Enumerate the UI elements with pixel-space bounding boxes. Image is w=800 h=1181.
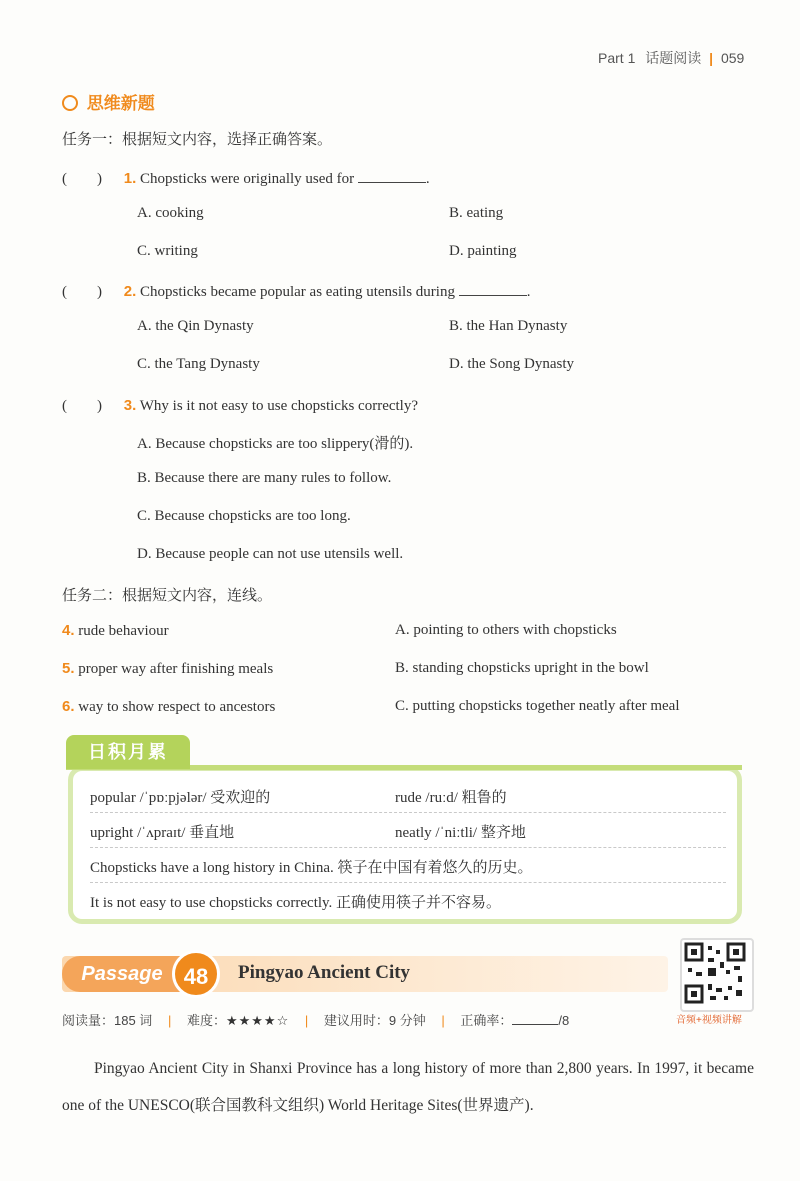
vocab-word-popular: popular /ˈpɒːpjələr/ 受欢迎的 bbox=[90, 790, 271, 806]
difficulty-label: 难度： bbox=[186, 1013, 226, 1028]
passage-body bbox=[62, 1050, 754, 1124]
match-number: 5. bbox=[62, 660, 75, 677]
q2-option-b[interactable]: B. the Han Dynasty bbox=[449, 318, 568, 334]
meta-divider: | bbox=[441, 1013, 445, 1028]
vocab-word-rude: rude /ruːd/ 粗鲁的 bbox=[395, 790, 507, 806]
match-number: 4. bbox=[62, 622, 75, 639]
vocab-tab: 日积月累 bbox=[66, 735, 190, 769]
q3-option-a[interactable]: A. Because chopsticks are too slippery(滑的). bbox=[137, 436, 414, 452]
accuracy-total: /8 bbox=[558, 1013, 570, 1028]
header-part: Part 1 bbox=[598, 50, 636, 66]
section-title-text: 思维新题 bbox=[86, 94, 155, 113]
q2-option-d[interactable]: D. the Song Dynasty bbox=[449, 356, 574, 372]
passage-label: Passage bbox=[62, 956, 182, 992]
q2-option-a[interactable]: A. the Qin Dynasty bbox=[137, 318, 254, 334]
vocab-divider bbox=[90, 882, 726, 883]
header-divider: | bbox=[709, 50, 714, 66]
section-title bbox=[62, 89, 155, 114]
header-section: 话题阅读 bbox=[645, 50, 702, 66]
match-number: 6. bbox=[62, 698, 75, 715]
vocab-sentence-2: It is not easy to use chopsticks correctly. 正确使用筷子并不容易。 bbox=[90, 895, 502, 911]
answer-paren[interactable]: ( ) bbox=[62, 398, 102, 414]
question-3 bbox=[62, 394, 418, 415]
question-number: 3. bbox=[123, 397, 137, 414]
vocab-word-neatly: neatly /ˈniːtli/ 整齐地 bbox=[395, 825, 526, 841]
suggested-time: 建议用时：9 分钟 bbox=[323, 1013, 426, 1028]
page-header bbox=[598, 48, 744, 68]
answer-paren[interactable]: ( ) bbox=[62, 171, 102, 187]
passage-title: Pingyao Ancient City bbox=[238, 962, 411, 983]
vocab-divider bbox=[90, 847, 726, 848]
page-number: 059 bbox=[720, 50, 745, 66]
question-number: 2. bbox=[123, 283, 137, 300]
qr-code-icon[interactable] bbox=[680, 938, 754, 1012]
match-text: way to show respect to ancestors bbox=[78, 699, 276, 715]
word-count: 阅读量：185 词 bbox=[62, 1013, 153, 1028]
match-right-c[interactable]: C. putting chopsticks together neatly after meal bbox=[395, 698, 680, 714]
accuracy-label: 正确率： bbox=[460, 1013, 513, 1028]
vocab-sentence-1: Chopsticks have a long history in China. 筷子在中国有着悠久的历史。 bbox=[90, 860, 533, 876]
q3-option-d[interactable]: D. Because people can not use utensils well. bbox=[137, 546, 404, 562]
match-left-6[interactable] bbox=[62, 698, 275, 716]
lightbulb-icon bbox=[62, 95, 78, 111]
q3-option-c[interactable]: C. Because chopsticks are too long. bbox=[137, 508, 351, 524]
question-2 bbox=[62, 280, 530, 301]
q1-option-a[interactable]: A. cooking bbox=[137, 205, 204, 221]
q2-option-c[interactable]: C. the Tang Dynasty bbox=[137, 356, 260, 372]
meta-divider: | bbox=[167, 1013, 172, 1028]
q1-option-c[interactable]: C. writing bbox=[137, 243, 198, 259]
match-left-5[interactable] bbox=[62, 660, 273, 678]
answer-blank[interactable] bbox=[459, 281, 527, 296]
passage-number: 48 bbox=[172, 950, 220, 998]
match-right-b[interactable]: B. standing chopsticks upright in the bowl bbox=[395, 660, 649, 676]
match-right-a[interactable]: A. pointing to others with chopsticks bbox=[395, 622, 617, 638]
difficulty-stars-icon: ★★★★☆ bbox=[225, 1013, 290, 1028]
vocab-word-upright: upright /ˈʌpraɪt/ 垂直地 bbox=[90, 825, 235, 841]
task2-instruction: 任务二：根据短文内容，连线。 bbox=[62, 588, 273, 604]
task1-instruction: 任务一：根据短文内容，选择正确答案。 bbox=[62, 132, 333, 148]
q1-option-b[interactable]: B. eating bbox=[449, 205, 504, 221]
accuracy-blank[interactable] bbox=[512, 1013, 558, 1025]
answer-paren[interactable]: ( ) bbox=[62, 284, 102, 300]
passage-paragraph: Pingyao Ancient City in Shanxi Province has a long history of more than 2,800 years. In 1997, it became one of the UNESCO(联合国教科文组织) World Heritage Sites(世界遗产). bbox=[62, 1060, 754, 1114]
match-left-4[interactable] bbox=[62, 622, 169, 640]
question-text: Why is it not easy to use chopsticks correctly? bbox=[139, 398, 419, 414]
question-end: . bbox=[425, 171, 430, 187]
question-1 bbox=[62, 167, 430, 188]
match-text: proper way after finishing meals bbox=[78, 661, 274, 677]
answer-blank[interactable] bbox=[358, 168, 426, 183]
q3-option-b[interactable]: B. Because there are many rules to follow. bbox=[137, 470, 392, 486]
meta-divider: | bbox=[304, 1013, 309, 1028]
question-text: Chopsticks were originally used for bbox=[140, 171, 355, 187]
question-number: 1. bbox=[123, 170, 137, 187]
q1-option-d[interactable]: D. painting bbox=[449, 243, 517, 259]
passage-meta bbox=[62, 1010, 569, 1029]
match-text: rude behaviour bbox=[78, 623, 169, 639]
question-end: . bbox=[526, 284, 531, 300]
vocab-divider bbox=[90, 812, 726, 813]
question-text: Chopsticks became popular as eating utensils during bbox=[140, 284, 455, 300]
qr-caption: 音频+视频讲解 bbox=[676, 1015, 742, 1026]
